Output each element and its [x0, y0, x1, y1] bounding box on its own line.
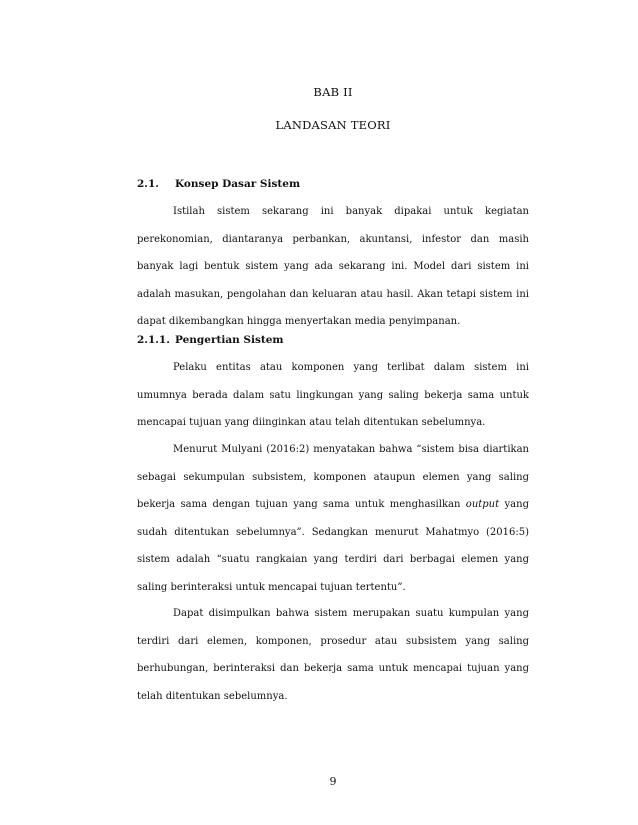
section-title: Pengertian Sistem: [175, 334, 284, 346]
section-number: 2.1.: [137, 178, 159, 190]
section-heading-2-1: [137, 178, 300, 190]
chapter-title: LANDASAN TEORI: [275, 118, 391, 132]
paragraph-with-emphasis: [137, 436, 529, 601]
section-title: Konsep Dasar Sistem: [175, 178, 301, 190]
page-number: 9: [329, 775, 337, 788]
paragraph: Dapat disimpulkan bahwa sistem merupakan suatu kumpulan yang terdiri dari elemen, komponen, prosedur atau subsistem yang saling berhubungan, berinteraksi dan bekerja sama untuk mencapai tujuan yang telah ditentukan sebelumnya.: [137, 608, 529, 702]
paragraph-text-after: yang sudah ditentukan sebelumnya”. Sedangkan menurut Mahatmyo (2016:5) sistem adalah “suatu rangkaian yang terdiri dari berbagai elemen yang saling berinteraksi untuk mencapai tujuan tertentu”.: [137, 499, 529, 593]
paragraph: Pelaku entitas atau komponen yang terlibat dalam sistem ini umumnya berada dalam satu lingkungan yang saling bekerja sama untuk mencapai tujuan yang diinginkan atau telah ditentukan sebelumnya.: [137, 362, 529, 428]
emphasis-term: output: [465, 499, 500, 510]
chapter-number: BAB II: [313, 85, 353, 99]
section-number: 2.1.1.: [137, 334, 170, 346]
section-heading-2-1-1: [137, 334, 284, 346]
paragraph: Istilah sistem sekarang ini banyak dipakai untuk kegiatan perekonomian, diantaranya perbankan, akuntansi, infestor dan masih banyak lagi bentuk sistem yang ada sekarang ini. Model dari sistem ini adalah masukan, pengolahan dan keluaran atau hasil. Akan tetapi sistem ini dapat dikembangkan hingga menyertakan media penyimpanan.: [137, 206, 529, 327]
paragraph-text-before: Menurut Mulyani (2016:2) menyatakan bahwa “sistem bisa diartikan sebagai sekumpulan subsistem, komponen ataupun elemen yang saling bekerja sama dengan tujuan yang sama untuk menghasilkan: [137, 444, 529, 510]
